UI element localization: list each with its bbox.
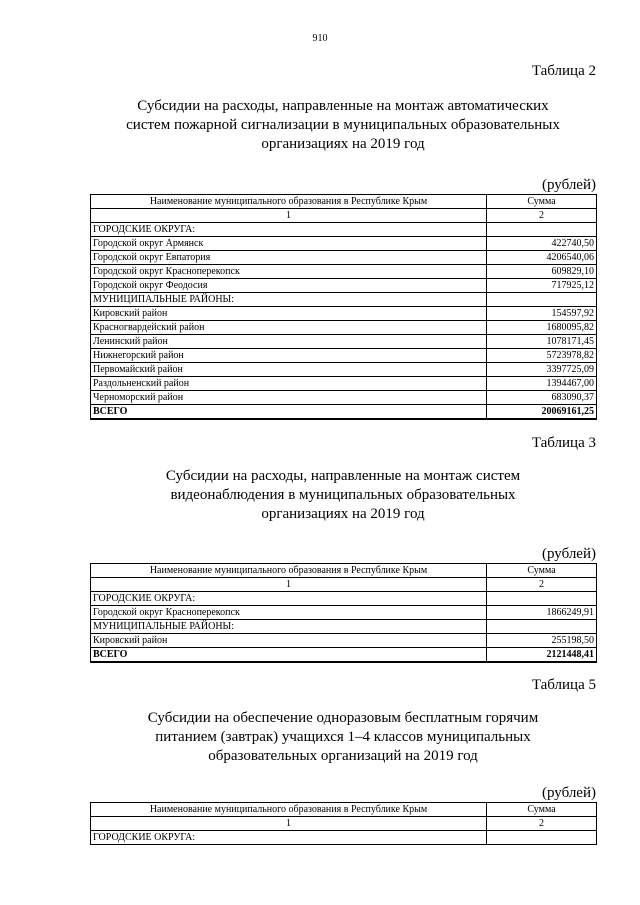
row-name: Кировский район <box>91 634 487 648</box>
table-row <box>91 335 597 349</box>
title-line: Субсидии на расходы, направленные на монтаж автоматических <box>137 98 549 114</box>
table-header-row <box>91 803 597 817</box>
title-line: Субсидии на расходы, направленные на монтаж систем <box>165 468 521 484</box>
header-name: Наименование муниципального образования в Республике Крым <box>91 195 487 209</box>
table-5-section <box>90 676 596 845</box>
row-value: 1078171,45 <box>487 335 597 349</box>
column-numbers-row <box>91 817 597 831</box>
col-number: 2 <box>487 578 597 592</box>
row-value: 154597,92 <box>487 307 597 321</box>
title-line: организациях на 2019 год <box>261 136 425 152</box>
col-number: 1 <box>91 578 487 592</box>
table-row <box>91 606 597 620</box>
row-value: 5723978,82 <box>487 349 597 363</box>
table-title <box>113 97 573 154</box>
table-row <box>91 251 597 265</box>
row-name: Ленинский район <box>91 335 487 349</box>
header-name: Наименование муниципального образования в Республике Крым <box>91 564 487 578</box>
row-name: Нижнегорский район <box>91 349 487 363</box>
row-value: 255198,50 <box>487 634 597 648</box>
units-label: (рублей) <box>541 177 596 193</box>
total-label: ВСЕГО <box>91 405 487 420</box>
row-name: Кировский район <box>91 307 487 321</box>
row-value: 1680095,82 <box>487 321 597 335</box>
table-title <box>113 467 573 524</box>
table-row <box>91 223 597 237</box>
table-row <box>91 377 597 391</box>
total-value: 2121448,41 <box>487 648 597 663</box>
units-label: (рублей) <box>541 546 596 562</box>
row-value <box>487 620 597 634</box>
row-value <box>487 223 597 237</box>
title-line: образовательных организаций на 2019 год <box>208 748 478 764</box>
title-line: организациях на 2019 год <box>261 506 425 522</box>
col-number: 1 <box>91 209 487 223</box>
row-value: 717925,12 <box>487 279 597 293</box>
row-value: 4206540,06 <box>487 251 597 265</box>
row-value: 1394467,00 <box>487 377 597 391</box>
col-number: 2 <box>487 209 597 223</box>
row-name: Городской округ Феодосия <box>91 279 487 293</box>
table-header-row <box>91 564 597 578</box>
table-row <box>91 279 597 293</box>
table-3-section <box>90 434 596 663</box>
row-value <box>487 831 597 845</box>
header-name: Наименование муниципального образования в Республике Крым <box>91 803 487 817</box>
row-name: Раздольненский район <box>91 377 487 391</box>
row-name: Черноморский район <box>91 391 487 405</box>
row-name: ГОРОДСКИЕ ОКРУГА: <box>91 592 487 606</box>
table-row <box>91 237 597 251</box>
row-name: Городской округ Армянск <box>91 237 487 251</box>
row-value <box>487 293 597 307</box>
table-row <box>91 307 597 321</box>
row-name: Красногвардейский район <box>91 321 487 335</box>
table-row <box>91 592 597 606</box>
title-line: видеонаблюдения в муниципальных образовательных <box>170 487 516 503</box>
row-name: Городской округ Красноперекопск <box>91 265 487 279</box>
subsidy-table-3 <box>90 563 597 663</box>
title-line: систем пожарной сигнализации в муниципальных образовательных <box>126 117 560 133</box>
table-label: Таблица 5 <box>531 677 596 693</box>
title-line: питанием (завтрак) учащихся 1–4 классов муниципальных <box>155 729 531 745</box>
table-row <box>91 321 597 335</box>
row-value: 422740,50 <box>487 237 597 251</box>
subsidy-table-2 <box>90 194 597 420</box>
row-name: ГОРОДСКИЕ ОКРУГА: <box>91 223 487 237</box>
total-row <box>91 405 597 420</box>
row-name: ГОРОДСКИЕ ОКРУГА: <box>91 831 487 845</box>
table-row <box>91 634 597 648</box>
header-sum: Сумма <box>487 195 597 209</box>
column-numbers-row <box>91 578 597 592</box>
row-name: МУНИЦИПАЛЬНЫЕ РАЙОНЫ: <box>91 293 487 307</box>
row-value: 683090,37 <box>487 391 597 405</box>
title-line: Субсидии на обеспечение одноразовым бесплатным горячим <box>147 710 539 726</box>
table-row <box>91 363 597 377</box>
total-label: ВСЕГО <box>91 648 487 663</box>
table-2-section <box>90 62 596 420</box>
col-number: 2 <box>487 817 597 831</box>
row-name: Городской округ Красноперекопск <box>91 606 487 620</box>
table-header-row <box>91 195 597 209</box>
row-name: Первомайский район <box>91 363 487 377</box>
col-number: 1 <box>91 817 487 831</box>
row-value: 3397725,09 <box>487 363 597 377</box>
subsidy-table-5 <box>90 802 597 845</box>
page-number: 910 <box>312 33 328 44</box>
table-row <box>91 391 597 405</box>
total-row <box>91 648 597 663</box>
row-value: 609829,10 <box>487 265 597 279</box>
header-sum: Сумма <box>487 803 597 817</box>
row-value: 1866249,91 <box>487 606 597 620</box>
row-name: Городской округ Евпатория <box>91 251 487 265</box>
row-value <box>487 592 597 606</box>
table-title <box>113 709 573 766</box>
table-row <box>91 265 597 279</box>
table-row <box>91 349 597 363</box>
units-label: (рублей) <box>541 785 596 801</box>
row-name: МУНИЦИПАЛЬНЫЕ РАЙОНЫ: <box>91 620 487 634</box>
table-label: Таблица 2 <box>531 63 596 79</box>
table-row <box>91 620 597 634</box>
column-numbers-row <box>91 209 597 223</box>
header-sum: Сумма <box>487 564 597 578</box>
table-row <box>91 831 597 845</box>
table-row <box>91 293 597 307</box>
table-label: Таблица 3 <box>531 435 596 451</box>
total-value: 20069161,25 <box>487 405 597 420</box>
